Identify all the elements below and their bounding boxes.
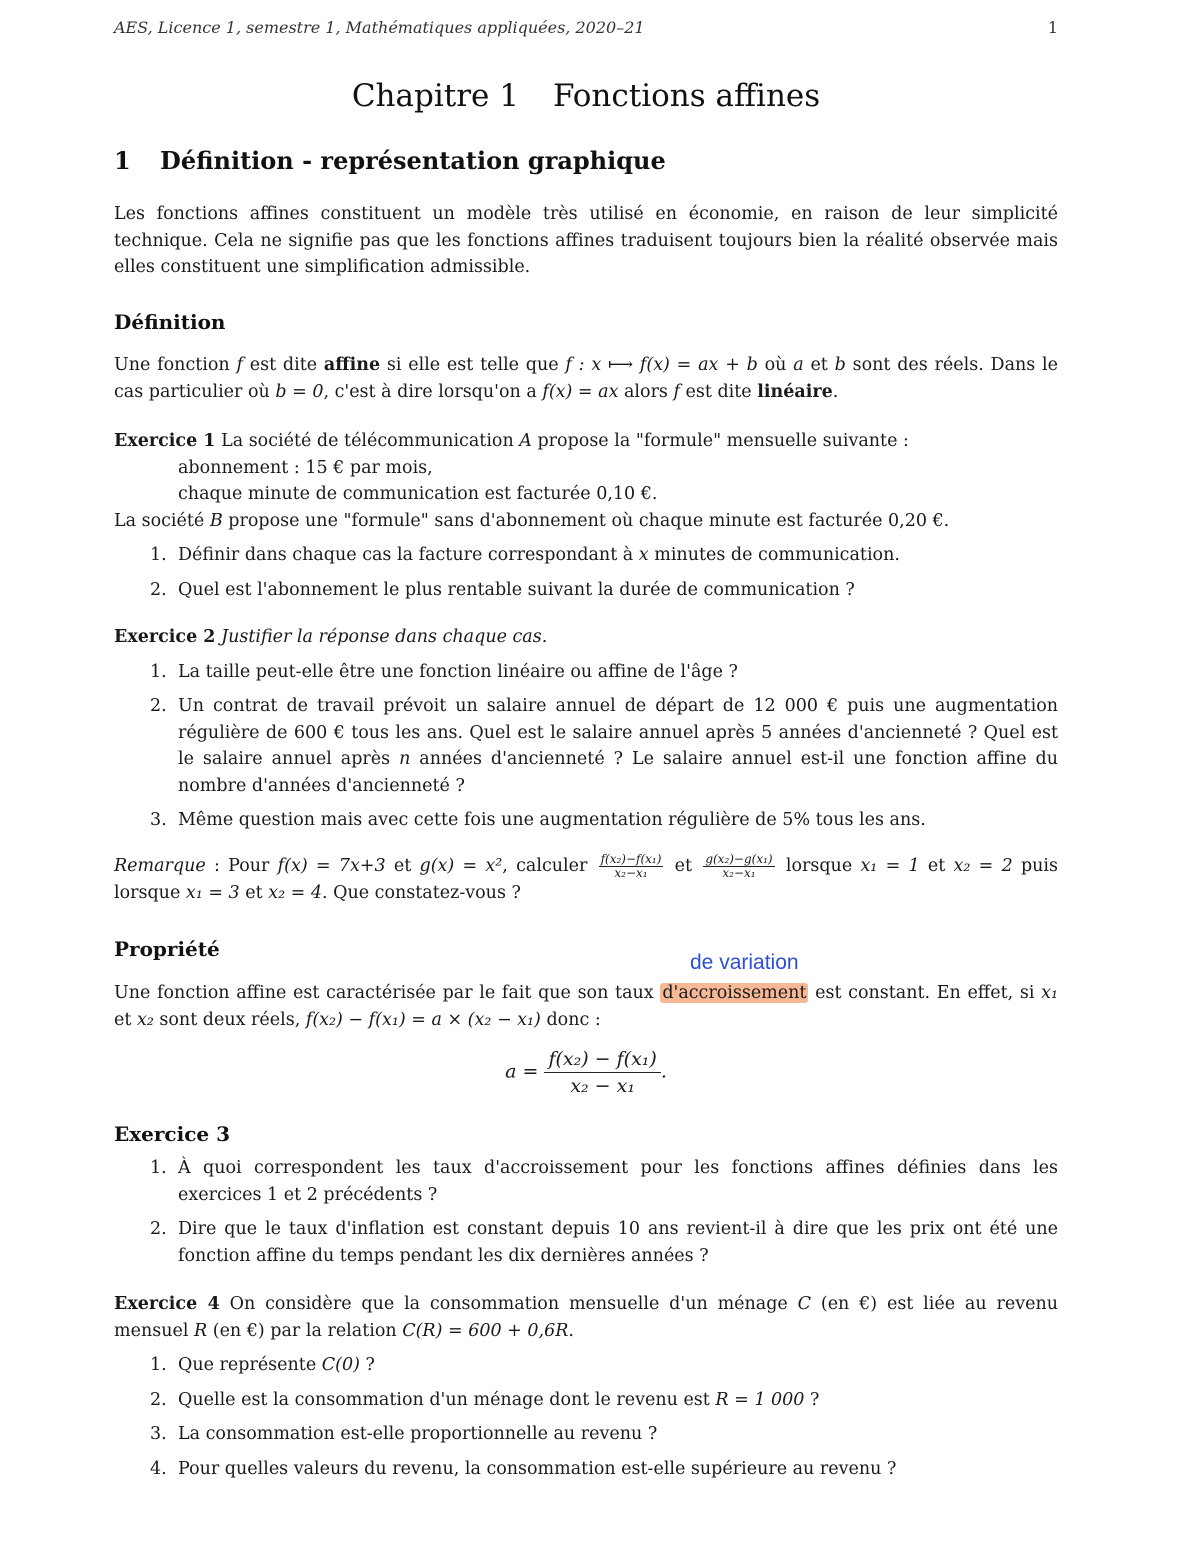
intro-paragraph: Les fonctions affines constituent un modèle très utilisé en économie, en raison de leur simplicité technique. Cela ne signifie pas que les fonctions affines traduisent toujours bien la réalité observée mais elles constituent une simplification admissible.	[114, 204, 1058, 277]
rate-fraction: $\frac{\text{f(x₂) − f(x₁)}}{\text{x₂ − x₁}}$	[544, 1048, 660, 1097]
exercise-3-title: Exercice 3	[114, 1122, 230, 1146]
exercise-2-intro	[114, 624, 1058, 651]
chapter-title	[114, 78, 1058, 114]
exercise-2-subtitle: Justifier la réponse dans chaque cas.	[221, 627, 548, 647]
section-title: Définition - représentation graphique	[160, 146, 666, 175]
list-item: 2. Dire que le taux d'inflation est constant depuis 10 ans revient-il à dire que les prix ont été une fonction affine du temps pendant les dix dernières années ?	[150, 1219, 1058, 1266]
exercise-1-line: La société B propose une "formule" sans d'abonnement où chaque minute est facturée 0,20 €.	[114, 510, 950, 531]
affine-formula: f : x ⟼ f(x) = ax + b	[565, 355, 758, 375]
chapter-name: Fonctions affines	[552, 78, 821, 114]
exercise-2-list	[114, 659, 1058, 834]
exercise-1-list	[114, 542, 1058, 603]
highlighted-term: d'accroissement	[662, 983, 807, 1003]
list-item: 3. Même question mais avec cette fois une augmentation régulière de 5% tous les ans.	[150, 810, 926, 830]
exercise-2-title: Exercice 2	[114, 627, 216, 647]
display-equation: a = $\frac{\text{f(x₂) − f(x₁)}}{\text{x₂ − x₁}}$ .	[505, 1048, 667, 1097]
section-heading	[114, 146, 666, 175]
term-lineaire: linéaire	[757, 381, 833, 402]
fraction-g: $\frac{\text{g(x₂)−g(x₁)}}{\text{x₂−x₁}}$	[705, 852, 773, 880]
list-item: 1. La taille peut-elle être une fonction linéaire ou affine de l'âge ?	[150, 661, 738, 682]
remark-paragraph: Remarque : Pour f(x) = 7x+3 et g(x) = x², calculer $\frac{\text{f(x₂)−f(x₁)}}{\text{x₂−x₁}}$ et $\frac{\text{g(x₂)−g(x₁)}}{\text{x₂−x₁}}$ lorsque x₁ = 1 et x₂ = 2 puis lorsque x₁ = 3 et x₂ = 4. Que constatez-vous ?	[114, 852, 1059, 903]
exercise-1-line: chaque minute de communication est facturée 0,10 €.	[178, 484, 658, 504]
running-title: AES, Licence 1, semestre 1, Mathématiques appliquées, 2020–21	[114, 18, 645, 37]
list-item: 2. Un contrat de travail prévoit un salaire annuel de départ de 12 000 € puis une augmentation régulière de 600 € tous les ans. Quel est le salaire annuel après 5 années d'ancienneté ? Quel est le salaire annuel après n années d'ancienneté ? Le salaire annuel est-il une fonction affine du nombre d'années d'ancienneté ?	[150, 696, 1058, 796]
running-header	[114, 18, 1058, 37]
exercise-3	[114, 1155, 1058, 1277]
definition-heading: Définition	[114, 310, 226, 334]
handwritten-annotation: de variation	[690, 951, 799, 974]
list-item: 1. Définir dans chaque cas la facture correspondant à x minutes de communication.	[150, 545, 900, 565]
fraction-f: $\frac{\text{f(x₂)−f(x₁)}}{\text{x₂−x₁}}$	[600, 852, 662, 880]
exercise-1-title: Exercice 1	[114, 431, 216, 451]
exercise-4	[114, 1291, 1058, 1490]
exercise-3-list	[114, 1155, 1058, 1269]
property-paragraph: Une fonction affine est caractérisée par le fait que son taux d'accroissement est constant. En effet, si x₁ et x₂ sont deux réels, f(x₂) − f(x₁) = a × (x₂ − x₁) donc :	[114, 983, 1058, 1030]
list-item: 4. Pour quelles valeurs du revenu, la consommation est-elle supérieure au revenu ?	[150, 1458, 897, 1479]
definition-paragraph: Une fonction f est dite affine si elle est telle que f : x ⟼ f(x) = ax + b où a et b sont des réels. Dans le cas particulier où b = 0, c'est à dire lorsqu'on a f(x) = ax alors f est dite linéaire.	[114, 355, 1059, 402]
chapter-label: Chapitre 1	[351, 78, 519, 114]
list-item: 2. Quelle est la consommation d'un ménage dont le revenu est R = 1 000 ?	[150, 1389, 820, 1410]
term-affine: affine	[323, 355, 381, 375]
list-item: 1. Que représente C(0) ?	[150, 1355, 375, 1375]
page-number: 1	[1047, 18, 1058, 37]
exercise-2	[114, 624, 1058, 842]
list-item: 3. La consommation est-elle proportionnelle au revenu ?	[150, 1424, 658, 1444]
exercise-4-title: Exercice 4	[114, 1294, 220, 1314]
property-heading: Propriété	[114, 937, 220, 961]
list-item: 1. À quoi correspondent les taux d'accroissement pour les fonctions affines définies dans les exercices 1 et 2 précédents ?	[150, 1158, 1058, 1205]
exercise-4-list	[114, 1352, 1058, 1482]
list-item: 2. Quel est l'abonnement le plus rentable suivant la durée de communication ?	[150, 579, 855, 600]
exercise-4-intro: Exercice 4 On considère que la consommation mensuelle d'un ménage C (en €) est liée au revenu mensuel R (en €) par la relation C(R) = 600 + 0,6R.	[114, 1294, 1058, 1341]
remark-label: Remarque	[114, 856, 206, 876]
section-number: 1	[114, 146, 131, 175]
exercise-1-intro: Exercice 1 La société de télécommunication A propose la "formule" mensuelle suivante :	[114, 431, 909, 451]
exercise-1	[114, 428, 1058, 611]
exercise-1-line: abonnement : 15 € par mois,	[178, 457, 433, 478]
